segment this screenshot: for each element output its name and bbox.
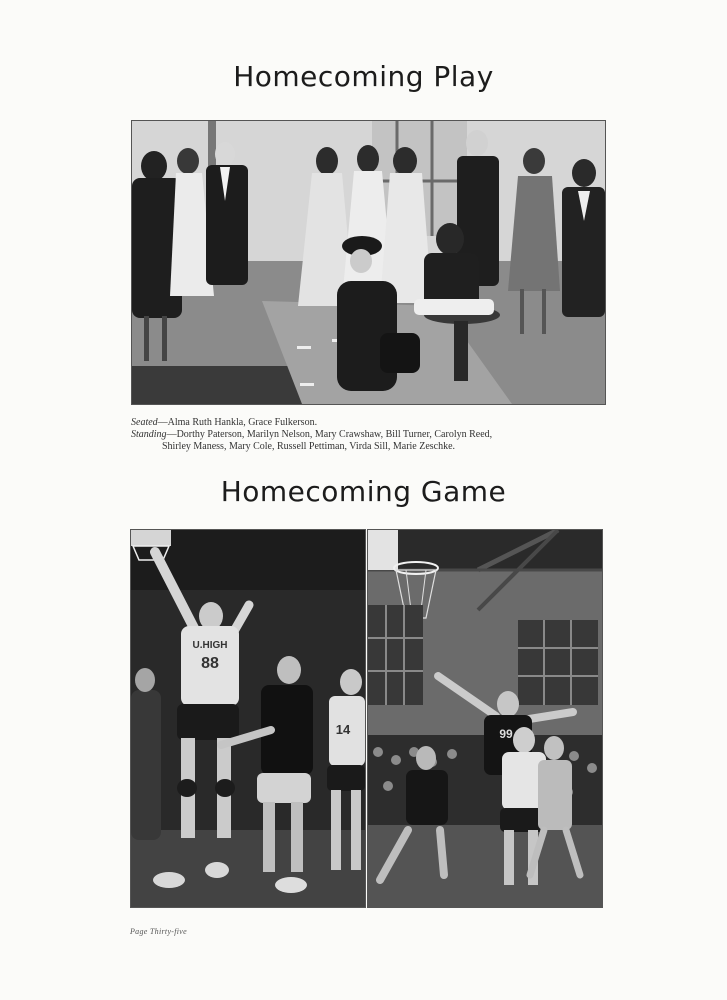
seated-names: —Alma Ruth Hankla, Grace Fulkerson. bbox=[157, 417, 318, 428]
standing-names-1: —Dorthy Paterson, Marilyn Nelson, Mary Crawshaw, Bill Turner, Carolyn Reed, bbox=[166, 429, 493, 440]
jersey-88-number: 88 bbox=[201, 655, 219, 672]
jersey-88-text: U.HIGH bbox=[192, 640, 228, 651]
game-heading: Homecoming Game bbox=[220, 475, 507, 508]
caption-standing-line-2 bbox=[131, 441, 611, 453]
jersey-99-number: 99 bbox=[499, 727, 513, 741]
page-number: Page Thirty-five bbox=[130, 927, 188, 936]
play-heading: Homecoming Play bbox=[233, 60, 494, 93]
seated-label: Seated bbox=[131, 417, 158, 428]
jersey-14-number: 14 bbox=[335, 722, 351, 737]
caption-standing-line bbox=[131, 429, 611, 441]
homecoming-game-photo-right bbox=[367, 529, 603, 908]
caption-seated-line bbox=[131, 417, 611, 429]
homecoming-play-photo bbox=[131, 120, 606, 405]
standing-names-2: Shirley Maness, Mary Cole, Russell Pettiman, Virda Sill, Marie Zeschke. bbox=[162, 441, 456, 452]
play-caption bbox=[131, 417, 611, 453]
homecoming-game-photo-left bbox=[130, 529, 366, 908]
standing-label: Standing bbox=[131, 429, 167, 440]
